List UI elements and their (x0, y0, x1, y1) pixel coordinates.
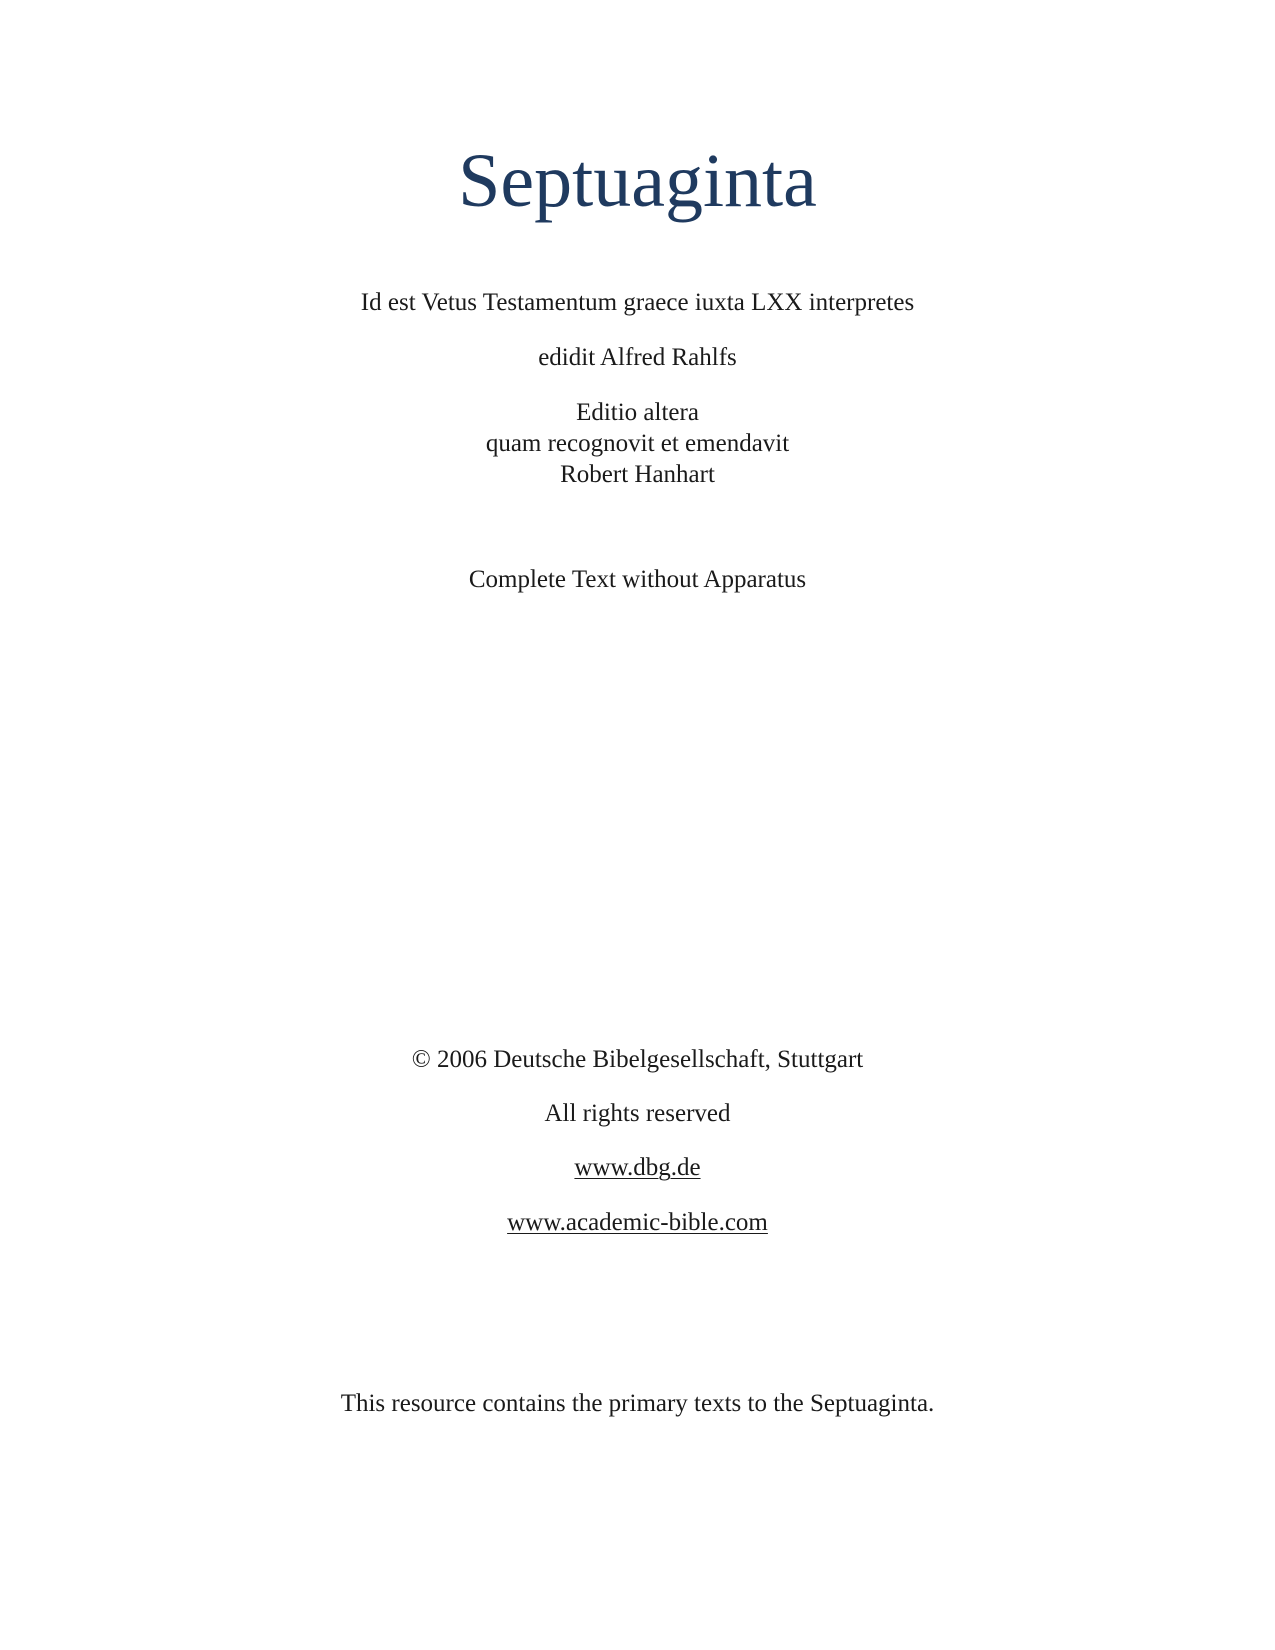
dbg-link-row (0, 1152, 1275, 1183)
academic-bible-link[interactable]: www.academic-bible.com (507, 1209, 768, 1236)
rights-notice: All rights reserved (544, 1100, 731, 1127)
edition-line-2: quam recognovit et emendavit (485, 430, 790, 457)
dbg-link[interactable]: www.dbg.de (574, 1154, 701, 1181)
edition-note: Complete Text without Apparatus (468, 566, 807, 593)
edition-line-3: Robert Hanhart (560, 461, 715, 488)
edition-line-1: Editio altera (576, 399, 699, 426)
resource-description: This resource contains the primary texts to the Septuaginta. (340, 1390, 935, 1417)
academic-bible-link-row (0, 1207, 1275, 1238)
editor-line: edidit Alfred Rahlfs (538, 344, 737, 371)
copyright-notice: © 2006 Deutsche Bibelgesellschaft, Stuttgart (411, 1046, 864, 1073)
subtitle: Id est Vetus Testamentum graece iuxta LXX interpretes (360, 289, 915, 316)
page-title: Septuaginta (458, 139, 817, 223)
